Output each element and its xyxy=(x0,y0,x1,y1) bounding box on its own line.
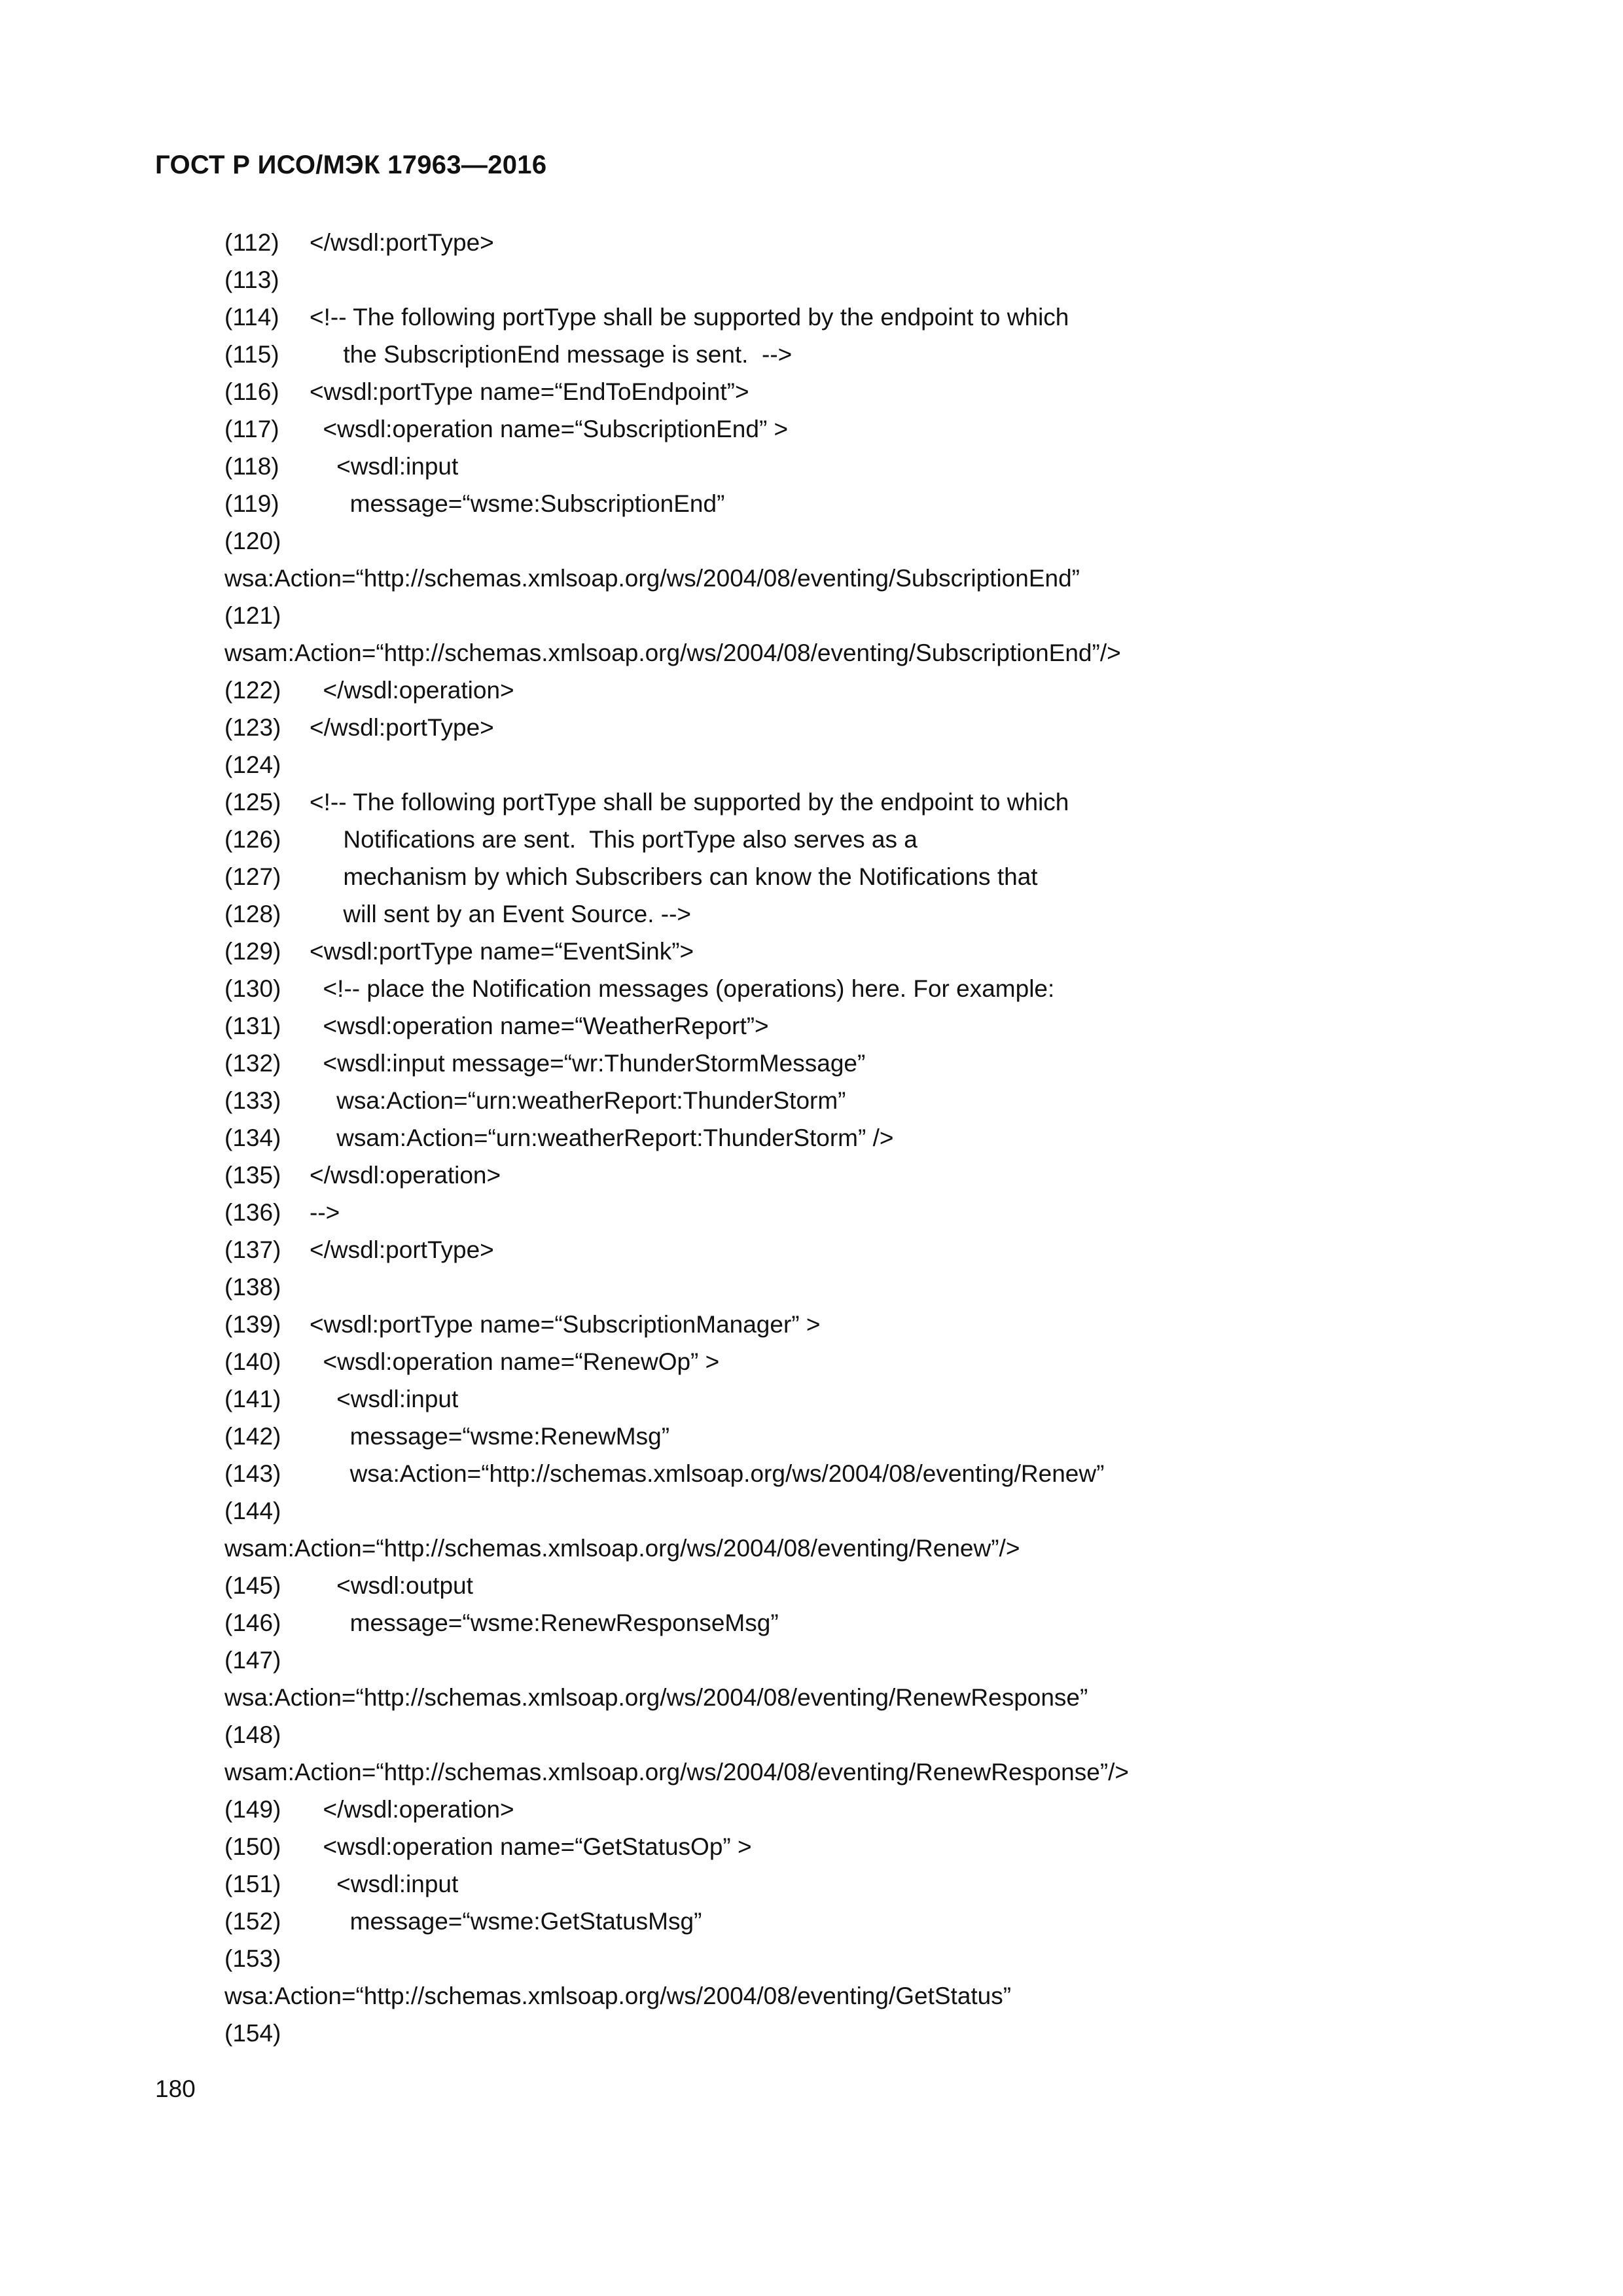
code-line xyxy=(224,1045,1129,1082)
code-line xyxy=(224,1418,1129,1455)
code-line xyxy=(224,746,1129,783)
line-code: message=“wsme:RenewResponseMsg” xyxy=(310,1609,779,1636)
code-line xyxy=(224,1119,1129,1157)
line-code: wsa:Action=“http://schemas.xmlsoap.org/ws/2004/08/eventing/Renew” xyxy=(310,1460,1105,1487)
line-number: (151) xyxy=(224,1871,281,1897)
line-code: <wsdl:input xyxy=(310,1871,459,1897)
line-code: </wsdl:portType> xyxy=(310,714,494,741)
line-number: (135) xyxy=(224,1162,281,1189)
line-number: (143) xyxy=(224,1460,281,1487)
code-line xyxy=(224,597,1129,634)
line-number: (134) xyxy=(224,1124,281,1151)
line-number: (130) xyxy=(224,975,281,1002)
code-line xyxy=(224,1865,1129,1903)
line-code: message=“wsme:GetStatusMsg” xyxy=(310,1908,702,1935)
code-line xyxy=(224,1455,1129,1492)
code-line xyxy=(224,1268,1129,1306)
line-number: (122) xyxy=(224,677,281,704)
code-line xyxy=(224,672,1129,709)
line-number: (112) xyxy=(224,229,279,256)
code-line xyxy=(224,1380,1129,1418)
code-line xyxy=(224,336,1129,373)
line-code: </wsdl:operation> xyxy=(310,677,514,704)
code-line xyxy=(224,522,1129,560)
line-code: <wsdl:operation name=“WeatherReport”> xyxy=(310,1013,769,1039)
line-number: (132) xyxy=(224,1050,281,1077)
line-number: (139) xyxy=(224,1311,281,1338)
line-code: <!-- place the Notification messages (operations) here. For example: xyxy=(310,975,1055,1002)
line-code: message=“wsme:RenewMsg” xyxy=(310,1423,670,1450)
line-code: will sent by an Event Source. --> xyxy=(310,901,692,927)
code-line xyxy=(224,485,1129,522)
line-number: (145) xyxy=(224,1572,281,1599)
code-line xyxy=(224,1231,1129,1268)
code-line xyxy=(224,1641,1129,1679)
code-listing xyxy=(224,224,1129,2052)
line-code: <wsdl:portType name=“EventSink”> xyxy=(310,938,694,965)
line-code: <wsdl:input xyxy=(310,1386,459,1412)
code-line xyxy=(224,410,1129,448)
line-number: (127) xyxy=(224,863,281,890)
code-line xyxy=(224,709,1129,746)
code-line-continuation: wsam:Action=“http://schemas.xmlsoap.org/ws/2004/08/eventing/Renew”/> xyxy=(224,1535,1020,1562)
code-line-continuation: wsa:Action=“http://schemas.xmlsoap.org/ws/2004/08/eventing/GetStatus” xyxy=(224,1982,1012,2009)
line-number: (131) xyxy=(224,1013,281,1039)
line-number: (150) xyxy=(224,1833,281,1860)
line-number: (118) xyxy=(224,453,279,480)
line-number: (115) xyxy=(224,341,279,368)
code-line xyxy=(224,1082,1129,1119)
line-number: (137) xyxy=(224,1236,281,1263)
line-code: <wsdl:portType name=“EndToEndpoint”> xyxy=(310,378,749,405)
line-code: <wsdl:portType name=“SubscriptionManager” > xyxy=(310,1311,821,1338)
line-number: (117) xyxy=(224,416,279,442)
page-number: 180 xyxy=(155,2075,196,2102)
line-number: (141) xyxy=(224,1386,281,1412)
code-line xyxy=(224,1716,1129,1753)
line-number: (119) xyxy=(224,490,279,517)
line-number: (124) xyxy=(224,751,281,778)
line-number: (144) xyxy=(224,1498,281,1524)
line-number: (129) xyxy=(224,938,281,965)
code-line xyxy=(224,224,1129,261)
line-code: <wsdl:output xyxy=(310,1572,473,1599)
line-number: (136) xyxy=(224,1199,281,1226)
line-number: (152) xyxy=(224,1908,281,1935)
line-number: (149) xyxy=(224,1796,281,1823)
line-number: (142) xyxy=(224,1423,281,1450)
code-line xyxy=(224,821,1129,858)
code-line xyxy=(224,895,1129,933)
line-number: (113) xyxy=(224,266,279,293)
line-code: mechanism by which Subscribers can know the Notifications that xyxy=(310,863,1038,890)
code-line-continuation: wsam:Action=“http://schemas.xmlsoap.org/ws/2004/08/eventing/RenewResponse”/> xyxy=(224,1759,1130,1785)
code-line xyxy=(224,1343,1129,1380)
line-number: (114) xyxy=(224,304,279,331)
line-number: (146) xyxy=(224,1609,281,1636)
line-number: (138) xyxy=(224,1274,281,1300)
code-line xyxy=(224,1828,1129,1865)
line-code: wsa:Action=“urn:weatherReport:ThunderStorm” xyxy=(310,1087,846,1114)
line-number: (154) xyxy=(224,2020,281,2047)
line-number: (128) xyxy=(224,901,281,927)
code-line-continuation: wsa:Action=“http://schemas.xmlsoap.org/ws/2004/08/eventing/RenewResponse” xyxy=(224,1684,1088,1711)
line-code: </wsdl:operation> xyxy=(310,1162,501,1189)
line-code: <wsdl:operation name=“SubscriptionEnd” > xyxy=(310,416,789,442)
code-line xyxy=(224,1940,1129,1977)
line-number: (123) xyxy=(224,714,281,741)
line-number: (125) xyxy=(224,789,281,816)
code-line xyxy=(224,2015,1129,2052)
line-number: (153) xyxy=(224,1945,281,1972)
code-line xyxy=(224,1007,1129,1045)
line-code: </wsdl:operation> xyxy=(310,1796,514,1823)
code-line xyxy=(224,373,1129,410)
code-line xyxy=(224,298,1129,336)
code-line-continuation: wsa:Action=“http://schemas.xmlsoap.org/ws/2004/08/eventing/SubscriptionEnd” xyxy=(224,565,1080,592)
line-code: <wsdl:operation name=“RenewOp” > xyxy=(310,1348,720,1375)
code-line xyxy=(224,1306,1129,1343)
line-code: --> xyxy=(310,1199,340,1226)
code-line xyxy=(224,858,1129,895)
line-code: message=“wsme:SubscriptionEnd” xyxy=(310,490,725,517)
line-number: (148) xyxy=(224,1721,281,1748)
code-line xyxy=(224,1194,1129,1231)
line-code: </wsdl:portType> xyxy=(310,1236,494,1263)
code-line xyxy=(224,783,1129,821)
line-code: the SubscriptionEnd message is sent. --> xyxy=(310,341,793,368)
code-line-continuation: wsam:Action=“http://schemas.xmlsoap.org/ws/2004/08/eventing/SubscriptionEnd”/> xyxy=(224,639,1121,666)
line-code: <wsdl:operation name=“GetStatusOp” > xyxy=(310,1833,752,1860)
line-code: <!-- The following portType shall be supported by the endpoint to which xyxy=(310,789,1069,816)
line-code: </wsdl:portType> xyxy=(310,229,494,256)
code-line xyxy=(224,1157,1129,1194)
code-line xyxy=(224,1604,1129,1641)
code-line xyxy=(224,1791,1129,1828)
line-number: (126) xyxy=(224,826,281,853)
line-number: (121) xyxy=(224,602,281,629)
code-line xyxy=(224,970,1129,1007)
code-line xyxy=(224,1903,1129,1940)
line-number: (147) xyxy=(224,1647,281,1674)
code-line xyxy=(224,933,1129,970)
code-line xyxy=(224,1567,1129,1604)
line-code: Notifications are sent. This portType also serves as a xyxy=(310,826,918,853)
line-number: (120) xyxy=(224,528,281,554)
line-number: (140) xyxy=(224,1348,281,1375)
document-header: ГОСТ Р ИСО/МЭК 17963—2016 xyxy=(155,151,547,179)
line-code: wsam:Action=“urn:weatherReport:ThunderStorm” /> xyxy=(310,1124,894,1151)
code-line xyxy=(224,448,1129,485)
code-line xyxy=(224,261,1129,298)
code-line xyxy=(224,1492,1129,1530)
line-code: <!-- The following portType shall be supported by the endpoint to which xyxy=(310,304,1069,331)
line-code: <wsdl:input xyxy=(310,453,459,480)
line-number: (133) xyxy=(224,1087,281,1114)
line-code: <wsdl:input message=“wr:ThunderStormMessage” xyxy=(310,1050,866,1077)
line-number: (116) xyxy=(224,378,279,405)
